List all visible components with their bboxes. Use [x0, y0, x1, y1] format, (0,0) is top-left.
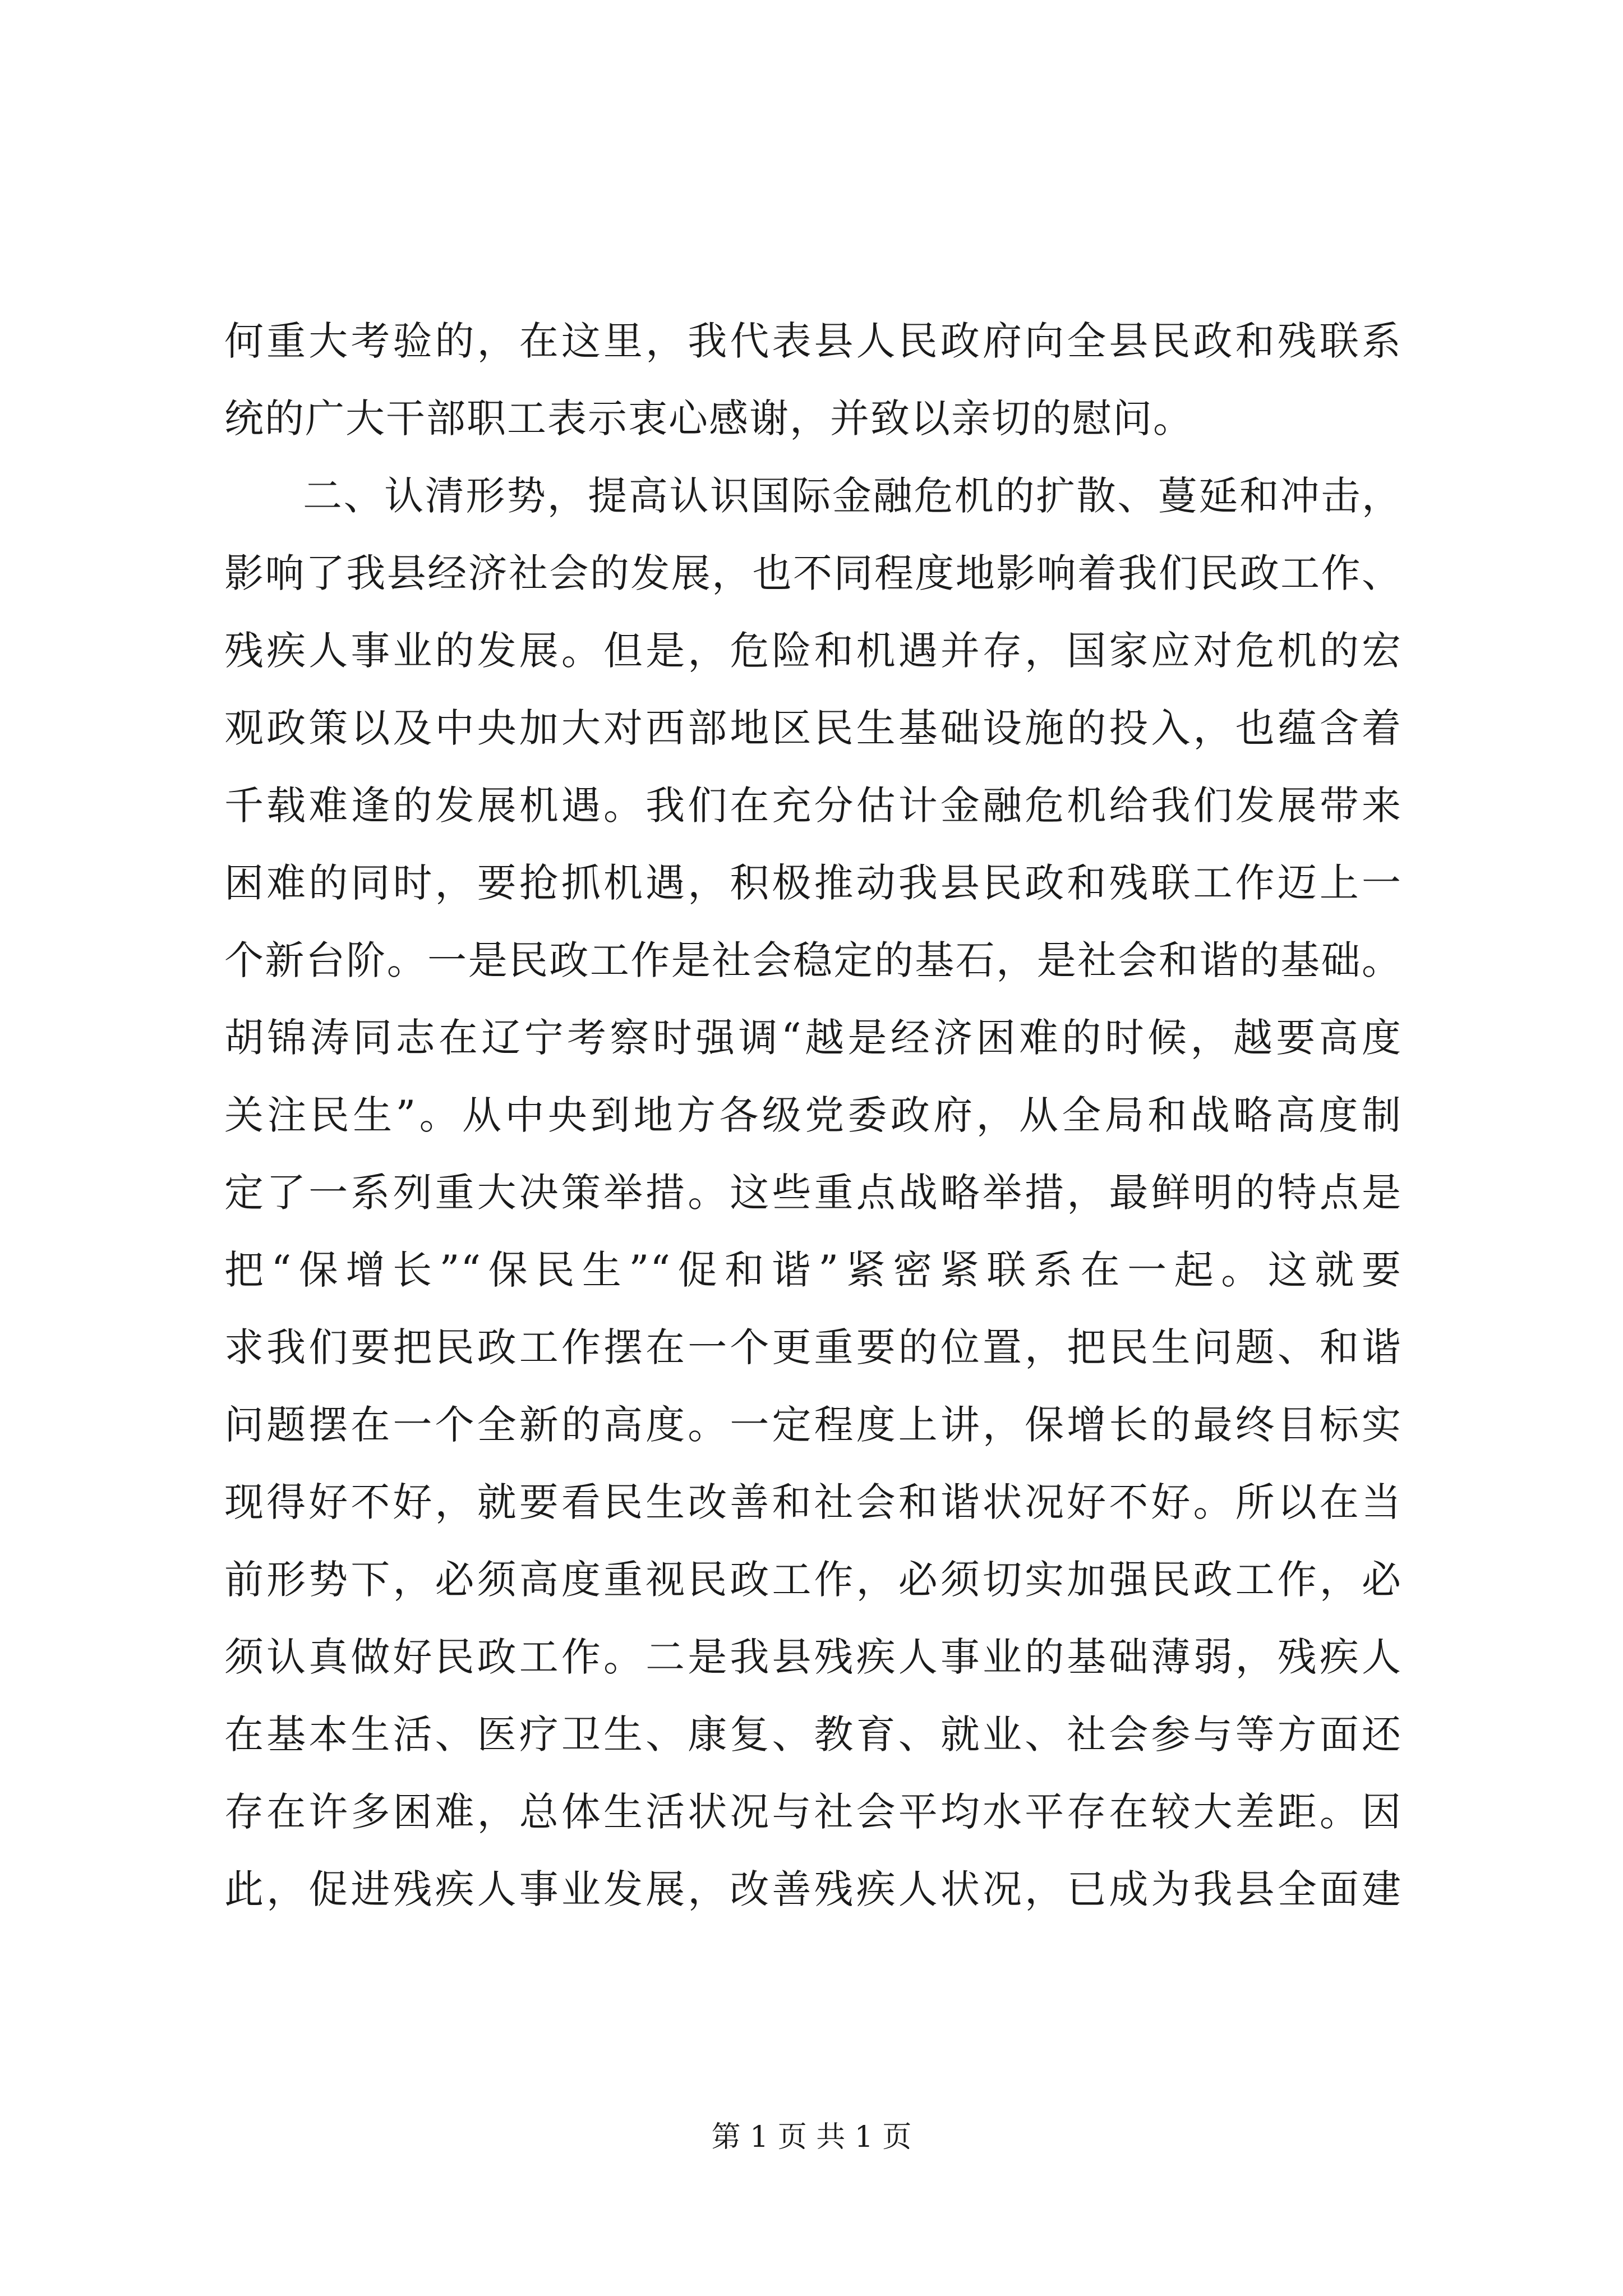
body-line: 现得好不好，就要看民生改善和社会和谐状况好不好。所以在当	[224, 1479, 1402, 1525]
body-line: 残疾人事业的发展。但是，危险和机遇并存，国家应对危机的宏	[224, 628, 1402, 674]
body-line: 胡锦涛同志在辽宁考察时强调“越是经济困难的时候，越要高度	[224, 1015, 1402, 1061]
body-line: 观政策以及中央加大对西部地区民生基础设施的投入，也蕴含着	[224, 705, 1402, 751]
body-line: 前形势下，必须高度重视民政工作，必须切实加强民政工作，必	[224, 1557, 1402, 1603]
body-line: 千载难逢的发展机遇。我们在充分估计金融危机给我们发展带来	[224, 783, 1402, 829]
body-line: 何重大考验的，在这里，我代表县人民政府向全县民政和残联系	[224, 318, 1402, 364]
body-line: 求我们要把民政工作摆在一个更重要的位置，把民生问题、和谐	[224, 1324, 1402, 1370]
body-line: 定了一系列重大决策举措。这些重点战略举措，最鲜明的特点是	[224, 1170, 1402, 1216]
body-line: 在基本生活、医疗卫生、康复、教育、就业、社会参与等方面还	[224, 1711, 1402, 1757]
body-line: 把“保增长”“保民生”“促和谐”紧密紧联系在一起。这就要	[224, 1247, 1402, 1293]
paragraph-start-line: 二、认清形势，提高认识国际金融危机的扩散、蔓延和冲击，	[303, 473, 1402, 519]
body-line: 困难的同时，要抢抓机遇，积极推动我县民政和残联工作迈上一	[224, 860, 1402, 906]
body-line: 存在许多困难，总体生活状况与社会平均水平存在较大差距。因	[224, 1789, 1402, 1835]
body-line: 影响了我县经济社会的发展，也不同程度地影响着我们民政工作、	[224, 550, 1402, 596]
body-line: 问题摆在一个全新的高度。一定程度上讲，保增长的最终目标实	[224, 1402, 1402, 1448]
body-line: 统的广大干部职工表示衷心感谢，并致以亲切的慰问。	[224, 395, 1193, 441]
body-line: 关注民生”。从中央到地方各级党委政府，从全局和战略高度制	[224, 1092, 1402, 1138]
page-footer: 第 1 页 共 1 页	[711, 2120, 912, 2154]
body-line: 个新台阶。一是民政工作是社会稳定的基石，是社会和谐的基础。	[224, 937, 1402, 983]
body-line: 此，促进残疾人事业发展，改善残疾人状况，已成为我县全面建	[224, 1866, 1402, 1912]
body-line: 须认真做好民政工作。二是我县残疾人事业的基础薄弱，残疾人	[224, 1634, 1402, 1680]
